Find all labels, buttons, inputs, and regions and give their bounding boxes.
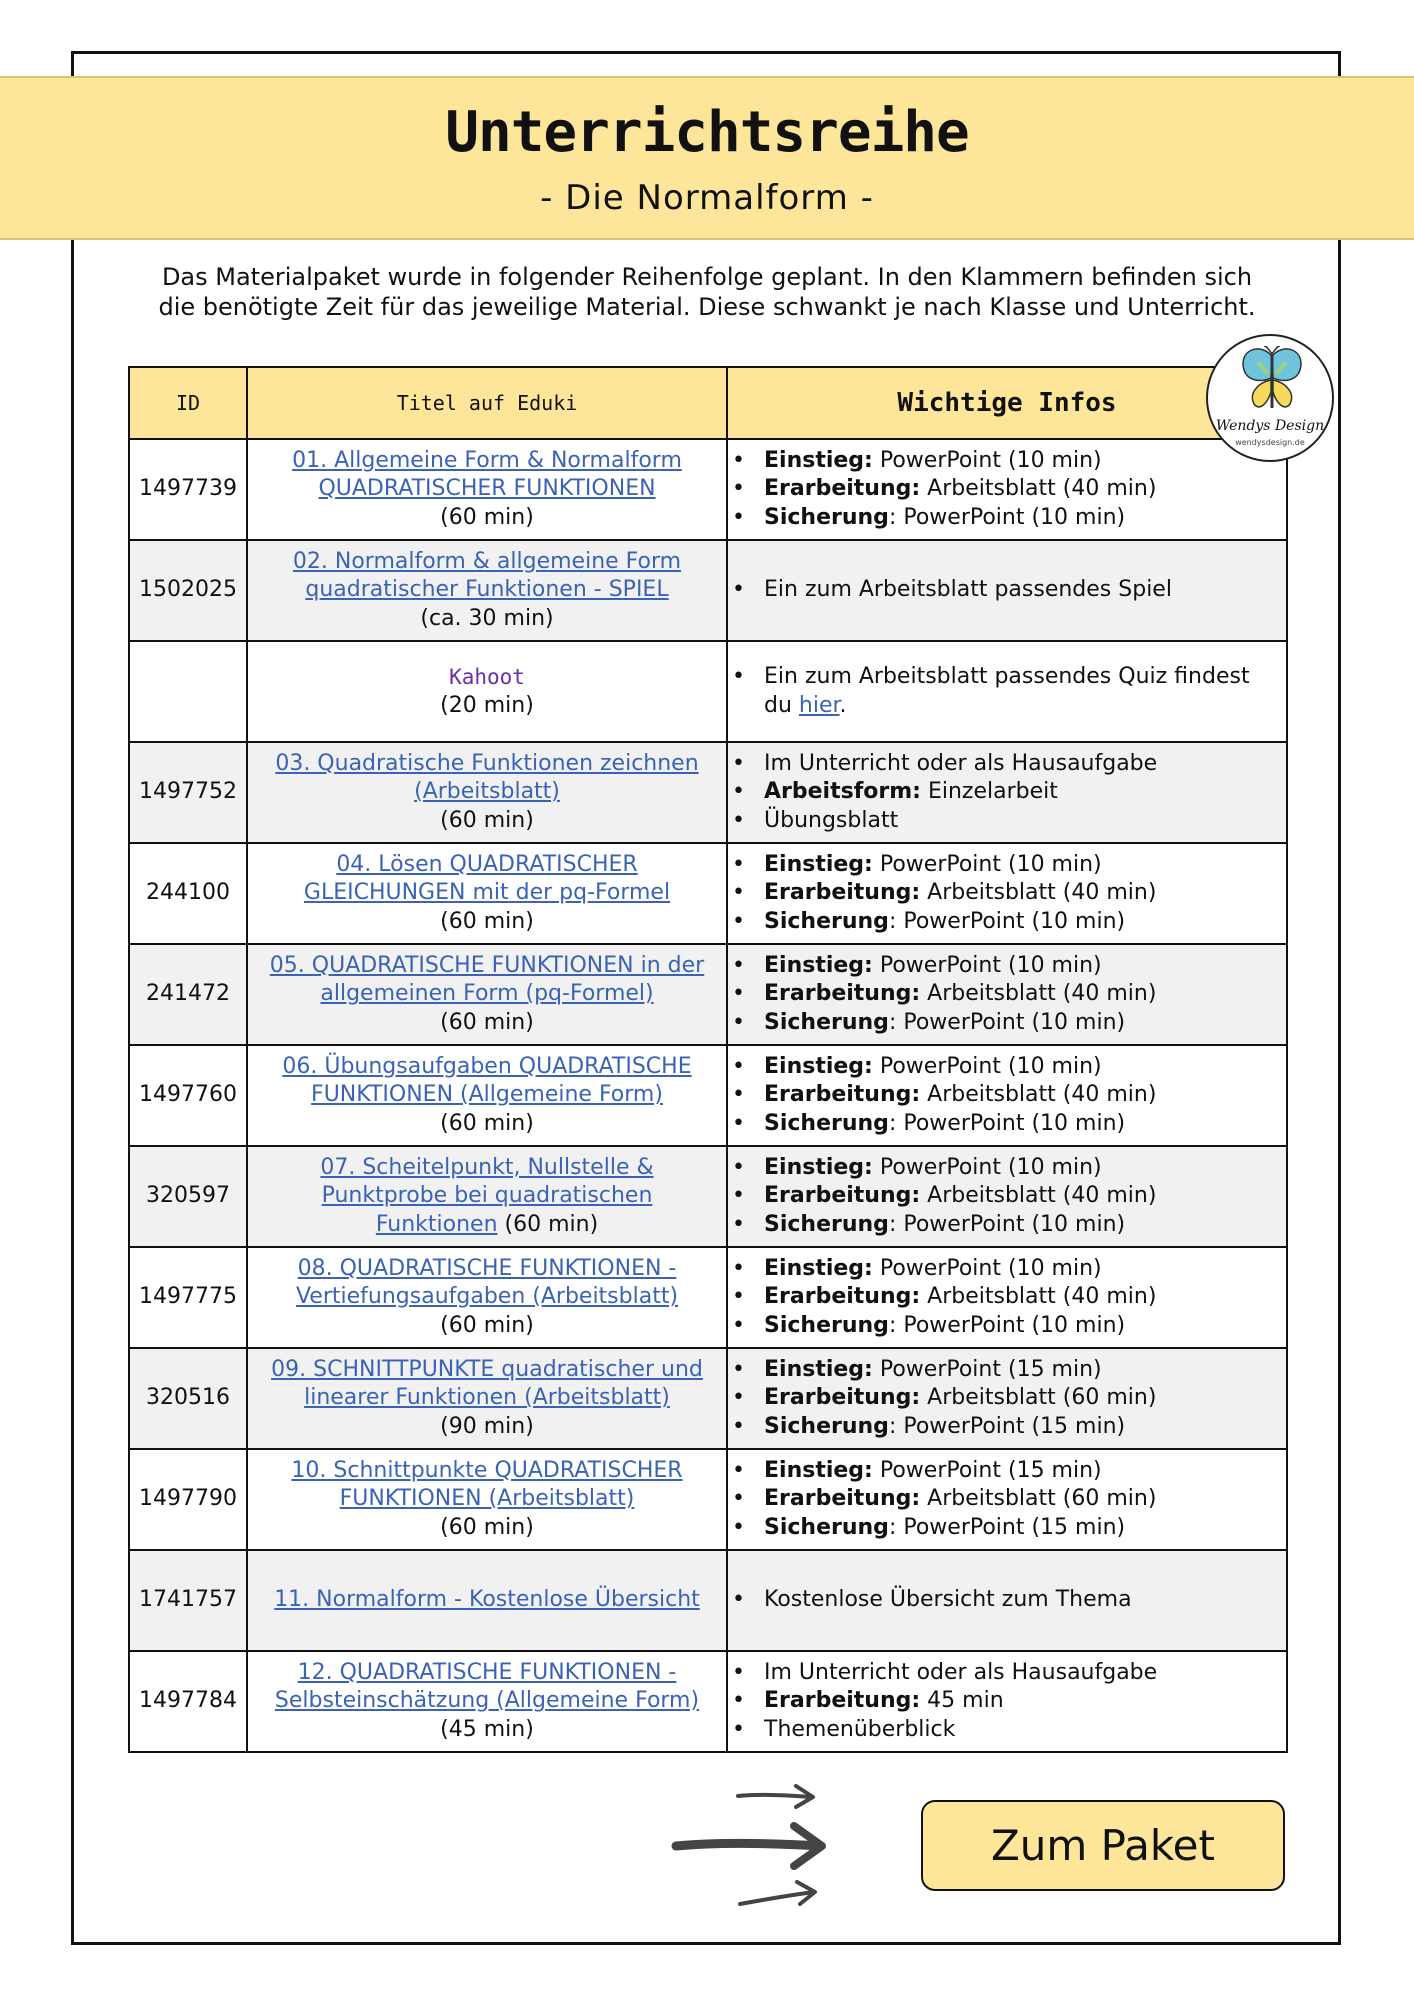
intro-text (150, 262, 1264, 322)
info-item (728, 1384, 1286, 1413)
lesson-table (128, 366, 1288, 1753)
info-cell (727, 944, 1287, 1045)
table-row (129, 944, 1287, 1045)
material-link[interactable] (271, 1357, 703, 1411)
info-item-text: Ein zum Arbeitsblatt passendes Quiz findest (764, 664, 1250, 689)
info-item-text: PowerPoint (15 min) (872, 1457, 1102, 1483)
info-item-label: Einstieg: (764, 1154, 873, 1180)
info-cell (727, 439, 1287, 540)
material-id: 1497784 (129, 1651, 247, 1752)
info-item-text: Einzelarbeit (920, 779, 1058, 805)
info-item-label: Erarbeitung: (764, 1284, 921, 1310)
column-header-info: Wichtige Infos (727, 367, 1287, 439)
info-list (728, 576, 1286, 605)
info-item-label: Einstieg: (764, 1255, 873, 1281)
table-row (129, 1348, 1287, 1449)
info-item (728, 1053, 1286, 1082)
info-item-text: : PowerPoint (15 min) (888, 1413, 1126, 1439)
info-item-text: Arbeitsblatt (40 min) (920, 981, 1157, 1007)
material-link[interactable] (304, 852, 670, 906)
info-item (728, 1687, 1286, 1716)
info-cell (727, 843, 1287, 944)
material-link-line: 07. Scheitelpunkt, Nullstelle & (320, 1154, 654, 1180)
info-item-text: Arbeitsblatt (60 min) (920, 1486, 1157, 1512)
info-item (728, 1716, 1286, 1745)
duration-label: (60 min) (497, 1211, 599, 1237)
info-cell (727, 641, 1287, 742)
material-id: 320516 (129, 1348, 247, 1449)
info-item-text: PowerPoint (10 min) (872, 447, 1102, 473)
material-link-line: quadratischer Funktionen - SPIEL (305, 577, 669, 603)
info-item-label: Erarbeitung: (764, 1183, 921, 1209)
info-item (728, 1586, 1286, 1615)
material-link-line: 04. Lösen QUADRATISCHER (336, 851, 638, 877)
title-cell (247, 1146, 727, 1247)
title-cell (247, 1550, 727, 1651)
material-id: 1497752 (129, 742, 247, 843)
material-link[interactable] (296, 1256, 678, 1310)
info-item (728, 447, 1286, 476)
info-item-label: Erarbeitung: (764, 880, 921, 906)
info-item-text: Arbeitsblatt (40 min) (920, 880, 1157, 906)
info-item-text: du (764, 692, 799, 718)
info-item-text: 45 min (920, 1688, 1004, 1714)
info-item (728, 1081, 1286, 1110)
info-item (728, 1182, 1286, 1211)
info-item (728, 1255, 1286, 1284)
info-item-text: : PowerPoint (10 min) (888, 1211, 1126, 1237)
info-cell (727, 742, 1287, 843)
info-item-label: Einstieg: (764, 1457, 873, 1483)
material-link-line: GLEICHUNGEN mit der pq-Formel (303, 880, 671, 906)
info-item (728, 1485, 1286, 1514)
table-row (129, 843, 1287, 944)
info-item-text: PowerPoint (10 min) (872, 1154, 1102, 1180)
duration-label: (45 min) (440, 1716, 534, 1742)
title-cell (247, 641, 727, 742)
info-item-label: Einstieg: (764, 952, 873, 978)
info-item-text: Im Unterricht oder als Hausaufgabe (764, 1659, 1158, 1685)
column-header-id: ID (129, 367, 247, 439)
info-cell (727, 1449, 1287, 1550)
duration-label: (90 min) (440, 1413, 534, 1439)
material-link-line: (Arbeitsblatt) (414, 779, 560, 805)
duration-label: (60 min) (440, 908, 534, 934)
info-item-text: PowerPoint (10 min) (872, 1255, 1102, 1281)
info-item (728, 1659, 1286, 1688)
material-link-line: 01. Allgemeine Form & Normalform (292, 447, 682, 473)
info-item-text: Arbeitsblatt (40 min) (920, 1284, 1157, 1310)
kahoot-label: Kahoot (449, 665, 525, 689)
material-id (129, 641, 247, 742)
zum-paket-button[interactable]: Zum Paket (921, 1800, 1285, 1891)
info-item-label: Sicherung (764, 1514, 889, 1540)
info-item-text: Im Unterricht oder als Hausaufgabe (764, 750, 1158, 776)
page-title: Unterrichtsreihe (445, 100, 969, 165)
column-header-title: Titel auf Eduki (247, 367, 727, 439)
intro-line: Das Materialpaket wurde in folgender Reihenfolge geplant. In den Klammern befinden sich (161, 263, 1253, 291)
material-link-line: 08. QUADRATISCHE FUNKTIONEN - (297, 1255, 677, 1281)
material-link[interactable] (291, 1458, 682, 1512)
info-list (728, 1053, 1286, 1139)
arrows-icon (670, 1776, 830, 1916)
info-item-label: Sicherung (764, 1211, 889, 1237)
title-cell (247, 1449, 727, 1550)
header-banner (0, 76, 1414, 240)
material-link[interactable] (270, 953, 704, 1007)
duration-label: (60 min) (440, 1009, 534, 1035)
info-item-text: PowerPoint (10 min) (872, 952, 1102, 978)
info-item (728, 1283, 1286, 1312)
material-id: 1741757 (129, 1550, 247, 1651)
duration-label: (60 min) (440, 807, 534, 833)
logo-name: Wendys Design (1215, 418, 1325, 434)
title-cell (247, 742, 727, 843)
info-item (728, 1457, 1286, 1486)
material-link[interactable] (320, 1155, 653, 1237)
butterfly-icon (1238, 346, 1306, 416)
info-item-text: PowerPoint (10 min) (872, 1053, 1102, 1079)
table-row (129, 439, 1287, 540)
material-link-line: 05. QUADRATISCHE FUNKTIONEN in der (269, 952, 705, 978)
info-item-label: Sicherung (764, 1110, 889, 1136)
info-item-label: Sicherung (764, 1312, 889, 1338)
material-id: 1497775 (129, 1247, 247, 1348)
table-row (129, 1449, 1287, 1550)
info-item-text: Themenüberblick (764, 1716, 956, 1742)
info-item (728, 1211, 1286, 1240)
info-item-label: Sicherung (764, 908, 889, 934)
material-link[interactable] (274, 1587, 700, 1612)
info-item-text: . (839, 692, 847, 718)
info-item (728, 879, 1286, 908)
info-item (728, 778, 1286, 807)
material-id: 244100 (129, 843, 247, 944)
info-item (728, 1413, 1286, 1442)
info-item (728, 851, 1286, 880)
title-cell (247, 1348, 727, 1449)
material-id: 1502025 (129, 540, 247, 641)
title-cell (247, 1247, 727, 1348)
material-id: 241472 (129, 944, 247, 1045)
info-cell (727, 540, 1287, 641)
info-item-label: Erarbeitung: (764, 1082, 921, 1108)
material-link-line: QUADRATISCHER FUNKTIONEN (318, 476, 656, 502)
info-item-text: Arbeitsblatt (40 min) (920, 476, 1157, 502)
material-link-line: 03. Quadratische Funktionen zeichnen (275, 750, 699, 776)
info-item-text: : PowerPoint (10 min) (888, 1312, 1126, 1338)
info-list (728, 1586, 1286, 1615)
material-link-line: 02. Normalform & allgemeine Form (292, 548, 682, 574)
title-cell (247, 944, 727, 1045)
info-item (728, 1356, 1286, 1385)
info-item-label: Erarbeitung: (764, 476, 921, 502)
info-item-label: Einstieg: (764, 851, 873, 877)
info-list (728, 1457, 1286, 1543)
info-cell (727, 1651, 1287, 1752)
info-list (728, 1659, 1286, 1745)
info-list (728, 1356, 1286, 1442)
material-link-line: linearer Funktionen (Arbeitsblatt) (304, 1385, 670, 1411)
info-item (728, 1312, 1286, 1341)
duration-label: (60 min) (440, 504, 534, 530)
info-list (728, 1255, 1286, 1341)
info-item-label: Einstieg: (764, 447, 873, 473)
material-id: 320597 (129, 1146, 247, 1247)
logo-url: wendysdesign.de (1235, 438, 1305, 447)
info-item-label: Einstieg: (764, 1356, 873, 1382)
info-item-label: Erarbeitung: (764, 981, 921, 1007)
info-cell (727, 1247, 1287, 1348)
quiz-link[interactable]: hier (798, 692, 840, 718)
material-link-line: 11. Normalform - Kostenlose Übersicht (274, 1587, 700, 1613)
info-item (728, 1514, 1286, 1543)
material-link-line: 06. Übungsaufgaben QUADRATISCHE (282, 1053, 692, 1079)
info-item-label: Arbeitsform: (764, 779, 921, 805)
info-cell (727, 1348, 1287, 1449)
material-link-line: Funktionen (375, 1211, 498, 1237)
material-link[interactable] (282, 1054, 691, 1108)
title-cell (247, 1651, 727, 1752)
info-item-label: Erarbeitung: (764, 1385, 921, 1411)
info-item (728, 980, 1286, 1009)
info-item (728, 952, 1286, 981)
info-item-text: Übungsblatt (764, 807, 899, 833)
table-row (129, 641, 1287, 742)
info-item (728, 908, 1286, 937)
material-id: 1497739 (129, 439, 247, 540)
info-item-label: Einstieg: (764, 1053, 873, 1079)
info-item-text: PowerPoint (15 min) (872, 1356, 1102, 1382)
material-link-line: Vertiefungsaufgaben (Arbeitsblatt) (295, 1284, 679, 1310)
info-item (728, 1154, 1286, 1183)
duration-label: (20 min) (440, 692, 534, 718)
info-list (728, 1154, 1286, 1240)
material-link[interactable] (293, 549, 681, 603)
duration-label: (60 min) (440, 1312, 534, 1338)
info-item (728, 807, 1286, 836)
info-item-text: : PowerPoint (15 min) (888, 1514, 1126, 1540)
info-item (728, 1009, 1286, 1038)
info-list (728, 952, 1286, 1038)
info-item-text: Arbeitsblatt (40 min) (920, 1082, 1157, 1108)
info-item (728, 576, 1286, 605)
info-item-text: Ein zum Arbeitsblatt passendes Spiel (764, 577, 1172, 603)
material-link-line: 09. SCHNITTPUNKTE quadratischer und (271, 1356, 703, 1382)
info-item-label: Erarbeitung: (764, 1486, 921, 1512)
material-link[interactable] (275, 751, 698, 805)
info-item (728, 504, 1286, 533)
table-row (129, 742, 1287, 843)
material-link-line: 10. Schnittpunkte QUADRATISCHER (291, 1457, 683, 1483)
duration-label: (60 min) (440, 1514, 534, 1540)
page-subtitle: - Die Normalform - (540, 178, 874, 218)
material-id: 1497760 (129, 1045, 247, 1146)
info-item-text: : PowerPoint (10 min) (888, 1110, 1126, 1136)
info-item (728, 750, 1286, 779)
material-link-line: FUNKTIONEN (Allgemeine Form) (311, 1082, 663, 1108)
info-list (728, 851, 1286, 937)
info-item-text: : PowerPoint (10 min) (888, 908, 1126, 934)
title-cell (247, 540, 727, 641)
info-item-text: PowerPoint (10 min) (872, 851, 1102, 877)
info-item-text: Kostenlose Übersicht zum Thema (764, 1587, 1132, 1613)
info-item (728, 475, 1286, 504)
table-header-row (129, 367, 1287, 439)
info-item-text: Arbeitsblatt (40 min) (920, 1183, 1157, 1209)
title-cell (247, 843, 727, 944)
table-row (129, 1247, 1287, 1348)
info-item-label: Sicherung (764, 504, 889, 530)
info-item-text: : PowerPoint (10 min) (888, 1009, 1126, 1035)
table-row (129, 1550, 1287, 1651)
intro-line: die benötigte Zeit für das jeweilige Material. Diese schwankt je nach Klasse und Unterricht. (158, 293, 1256, 321)
material-link[interactable] (275, 1660, 699, 1714)
material-link-line: 12. QUADRATISCHE FUNKTIONEN - (297, 1659, 677, 1685)
info-cell (727, 1550, 1287, 1651)
info-item (728, 663, 1286, 720)
table-row (129, 1651, 1287, 1752)
material-link[interactable] (292, 448, 682, 502)
info-list (728, 750, 1286, 836)
info-cell (727, 1045, 1287, 1146)
info-item-text: Arbeitsblatt (60 min) (920, 1385, 1157, 1411)
material-link-line: FUNKTIONEN (Arbeitsblatt) (339, 1486, 635, 1512)
table-row (129, 1045, 1287, 1146)
info-item (728, 1110, 1286, 1139)
duration-label: (ca. 30 min) (420, 605, 554, 631)
info-list (728, 447, 1286, 533)
material-link-line: allgemeinen Form (pq-Formel) (320, 981, 654, 1007)
duration-label: (60 min) (440, 1110, 534, 1136)
table-row (129, 1146, 1287, 1247)
info-item-label: Erarbeitung: (764, 1688, 921, 1714)
title-cell (247, 439, 727, 540)
material-id: 1497790 (129, 1449, 247, 1550)
info-cell (727, 1146, 1287, 1247)
brand-logo (1206, 334, 1334, 462)
info-item-text: : PowerPoint (10 min) (888, 504, 1126, 530)
material-link-line: Selbsteinschätzung (Allgemeine Form) (274, 1688, 700, 1714)
info-item-label: Sicherung (764, 1413, 889, 1439)
table-row (129, 540, 1287, 641)
title-cell (247, 1045, 727, 1146)
info-item-label: Sicherung (764, 1009, 889, 1035)
material-link-line: Punktprobe bei quadratischen (321, 1183, 653, 1209)
info-list (728, 663, 1286, 720)
